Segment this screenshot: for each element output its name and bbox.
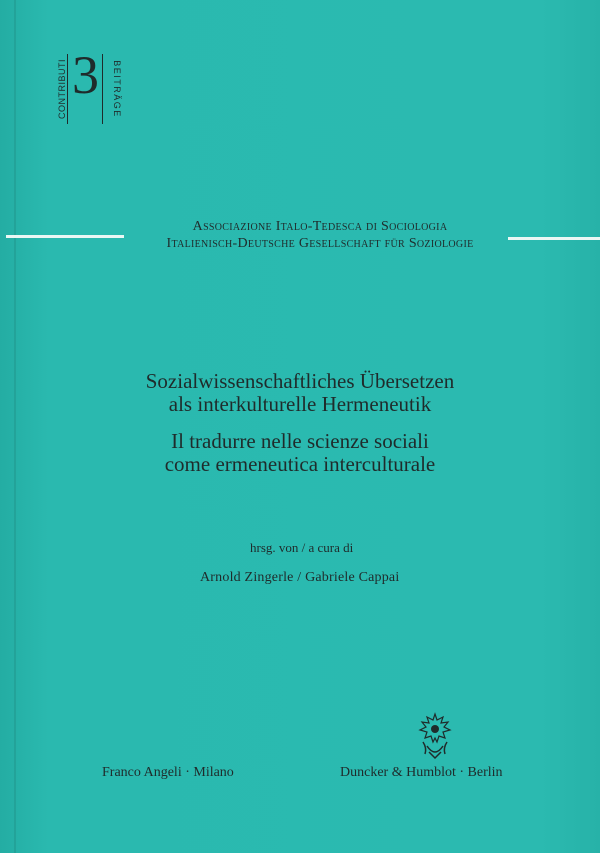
series-divider-left bbox=[67, 54, 68, 124]
editors-names: Arnold Zingerle / Gabriele Cappai bbox=[200, 570, 400, 585]
book-title bbox=[60, 370, 540, 476]
series-badge bbox=[50, 46, 125, 126]
title-de-line2: als interkulturelle Hermeneutik bbox=[168, 392, 432, 416]
rule-left bbox=[6, 235, 124, 238]
title-it-line2: come ermeneutica interculturale bbox=[164, 452, 436, 476]
series-label-contributi: CONTRIBUTI bbox=[57, 59, 67, 119]
rule-right bbox=[508, 237, 600, 240]
series-divider-right bbox=[102, 54, 103, 124]
association-name-de: Italienisch-Deutsche Gesellschaft für Soziologie bbox=[166, 236, 474, 251]
title-de-line1: Sozialwissenschaftliches Übersetzen bbox=[145, 369, 455, 393]
spine-crease bbox=[14, 0, 16, 853]
series-number: 3 bbox=[72, 45, 99, 105]
association-name bbox=[130, 218, 510, 252]
duncker-humblot-emblem-icon bbox=[415, 712, 455, 760]
series-label-beitraege: BEITRÄGE bbox=[111, 60, 122, 118]
title-it-line1: Il tradurre nelle scienze sociali bbox=[171, 429, 429, 453]
editors-lead: hrsg. von / a cura di bbox=[250, 540, 354, 555]
publisher-duncker-humblot: Duncker & Humblot · Berlin bbox=[340, 765, 503, 780]
publisher-franco-angeli: Franco Angeli · Milano bbox=[102, 765, 234, 780]
association-name-it: Associazione Italo-Tedesca di Sociologia bbox=[192, 219, 448, 234]
